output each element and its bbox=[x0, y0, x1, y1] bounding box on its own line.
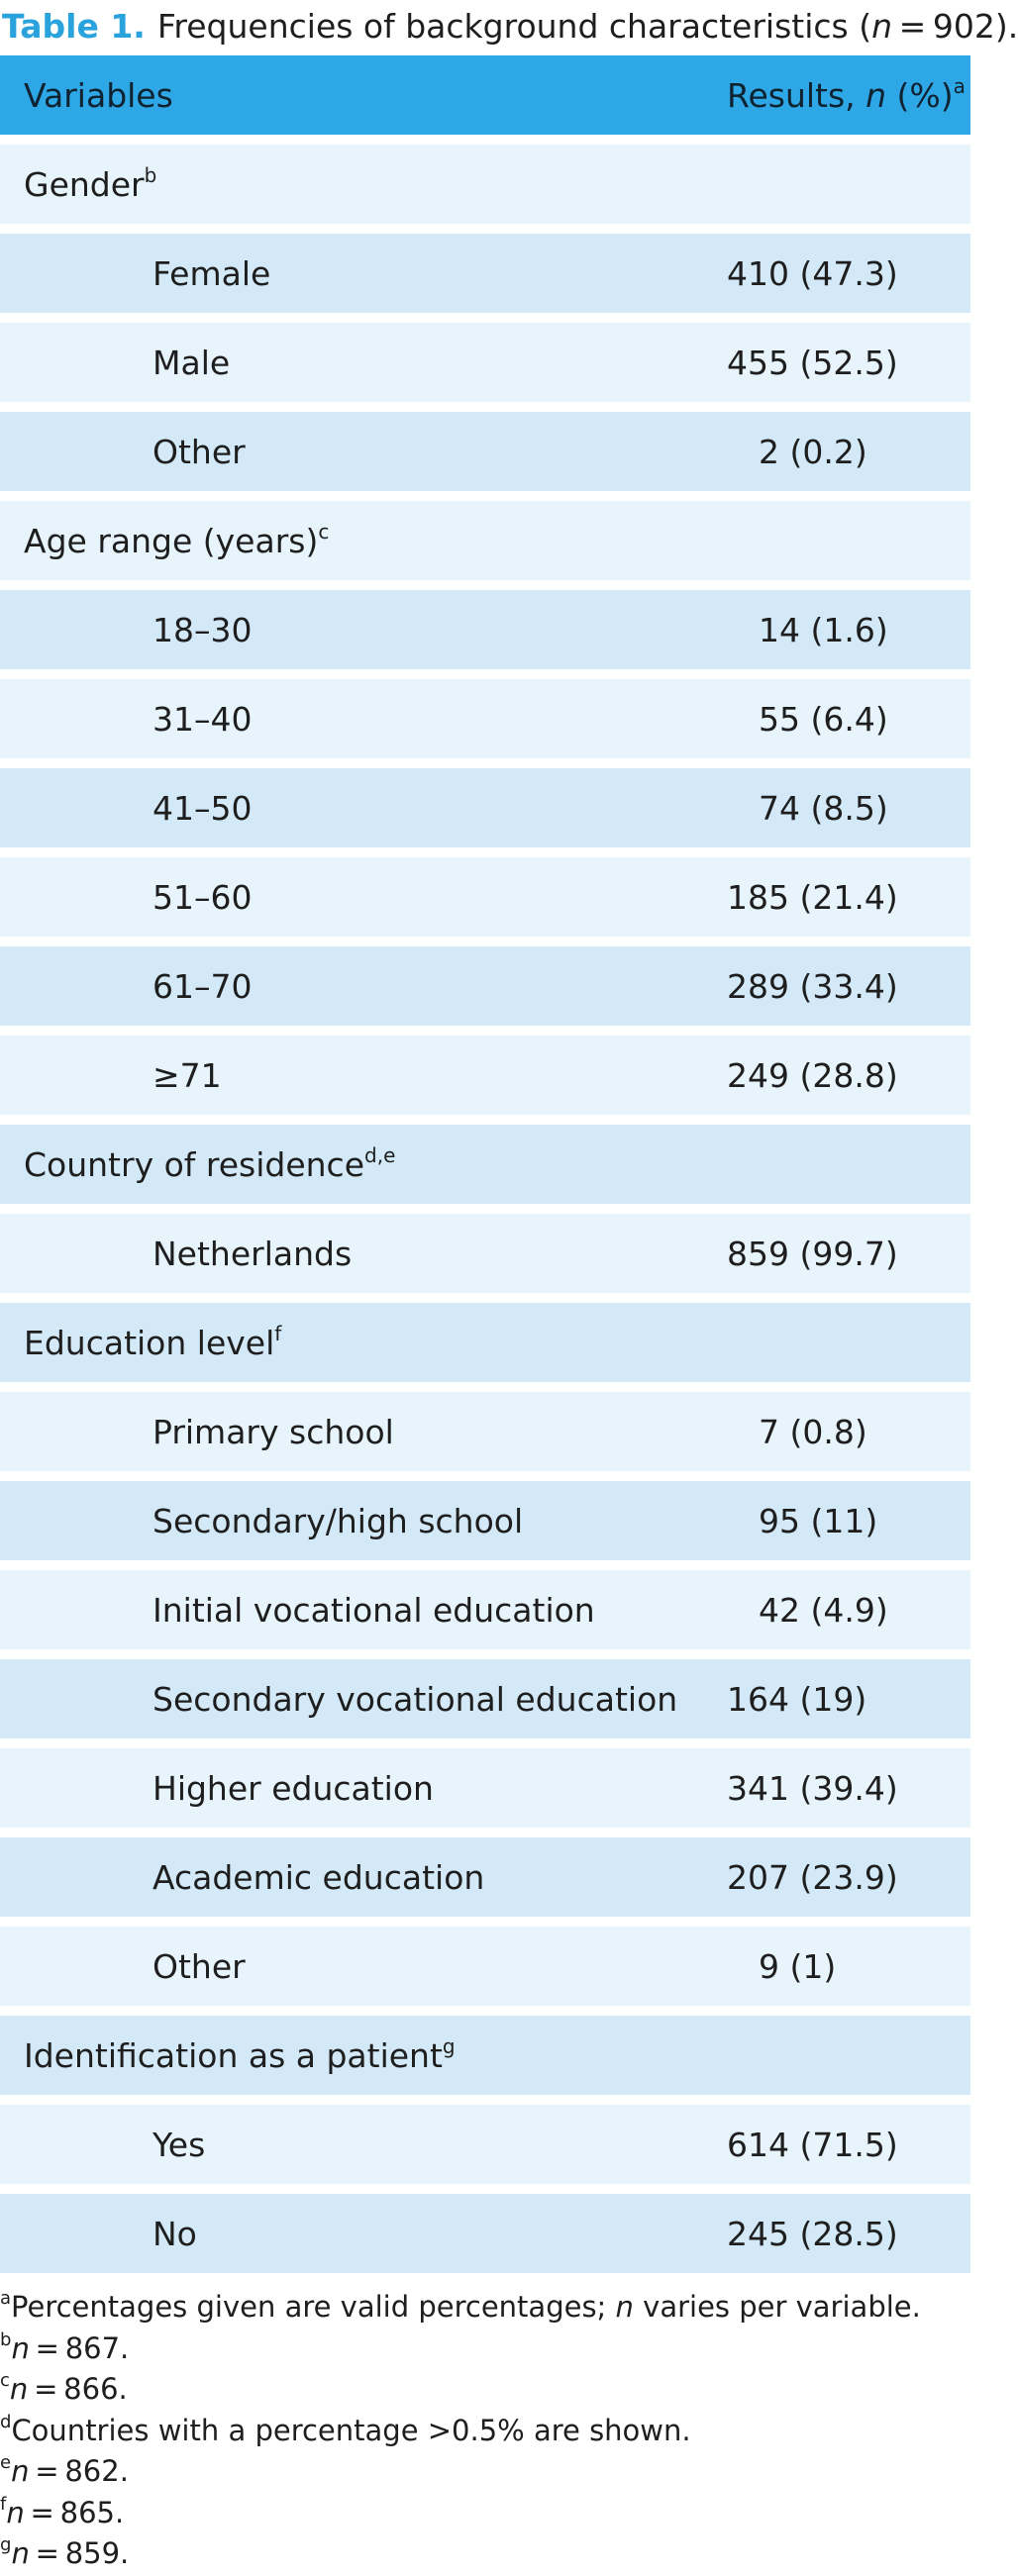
footnote-marker: b bbox=[144, 162, 157, 187]
table-row bbox=[0, 1927, 970, 2006]
result-cell bbox=[727, 1413, 970, 1451]
footnote-marker: f bbox=[0, 2493, 7, 2515]
result-value: 245 (28.5) bbox=[727, 2214, 898, 2253]
table-row bbox=[0, 1481, 970, 1560]
result-cell bbox=[727, 789, 970, 828]
variable-cell bbox=[0, 2215, 727, 2253]
table-row bbox=[0, 2194, 970, 2273]
result-value: 207 (23.9) bbox=[727, 1857, 898, 1897]
result-cell bbox=[727, 2126, 970, 2164]
footnote bbox=[0, 2328, 970, 2370]
variable-cell bbox=[0, 1858, 727, 1897]
variable-cell bbox=[0, 254, 727, 293]
table-row bbox=[0, 590, 970, 669]
result-cell bbox=[727, 1947, 970, 1986]
table-group-row bbox=[0, 501, 970, 580]
variable-label: ≥71 bbox=[153, 1055, 222, 1095]
result-value: 42 (4.9) bbox=[759, 1590, 888, 1630]
header-variables: Variables bbox=[24, 75, 173, 115]
table-row bbox=[0, 1570, 970, 1649]
variable-cell bbox=[0, 519, 727, 560]
variable-cell bbox=[0, 2126, 727, 2164]
variable-label: Other bbox=[153, 432, 246, 471]
result-value: 185 (21.4) bbox=[727, 877, 898, 917]
result-value: 7 (0.8) bbox=[759, 1412, 867, 1451]
table-header-row bbox=[0, 55, 970, 135]
table-group-row bbox=[0, 1125, 970, 1204]
variable-cell bbox=[0, 433, 727, 471]
variable-label: 51–60 bbox=[153, 877, 253, 917]
variable-cell bbox=[0, 611, 727, 649]
table-footnotes bbox=[0, 2287, 970, 2575]
variable-cell bbox=[0, 789, 727, 828]
variable-cell bbox=[0, 1235, 727, 1273]
result-cell bbox=[727, 1680, 970, 1719]
variable-cell bbox=[0, 1142, 727, 1184]
result-cell bbox=[727, 967, 970, 1006]
result-value: 410 (47.3) bbox=[727, 253, 898, 293]
table-row bbox=[0, 323, 970, 402]
footnote-marker: c bbox=[0, 2370, 10, 2391]
variable-label: Country of residence bbox=[24, 1144, 365, 1184]
table-row bbox=[0, 946, 970, 1026]
footnote-text: = 862. bbox=[29, 2454, 129, 2488]
result-value: 164 (19) bbox=[727, 1679, 867, 1719]
footnote-text: = 867. bbox=[29, 2330, 130, 2365]
table-row bbox=[0, 1748, 970, 1828]
footnote-marker: g bbox=[442, 2033, 456, 2058]
footnote-marker: c bbox=[318, 519, 330, 544]
variable-cell bbox=[0, 700, 727, 739]
footnote bbox=[0, 2411, 970, 2452]
table-row bbox=[0, 768, 970, 847]
frequency-table bbox=[0, 55, 970, 2273]
header-results-sup: a bbox=[953, 73, 966, 98]
footnote-n-symbol: n bbox=[9, 2372, 29, 2406]
variable-label: 61–70 bbox=[153, 966, 253, 1006]
variable-label: Higher education bbox=[153, 1768, 434, 1808]
table-group-row bbox=[0, 2016, 970, 2095]
table-row bbox=[0, 1659, 970, 1738]
variable-label: Female bbox=[153, 253, 271, 293]
footnote-text: = 865. bbox=[24, 2495, 125, 2529]
table-caption bbox=[0, 0, 1018, 51]
variable-label: Other bbox=[153, 1946, 246, 1986]
variable-cell bbox=[0, 1680, 727, 1719]
variable-cell bbox=[0, 162, 727, 204]
table-row bbox=[0, 412, 970, 491]
table-row bbox=[0, 857, 970, 937]
variable-cell bbox=[0, 2033, 727, 2075]
variable-cell bbox=[0, 344, 727, 382]
footnote-marker: a bbox=[0, 2288, 12, 2309]
result-value: 249 (28.8) bbox=[727, 1055, 898, 1095]
table-row bbox=[0, 679, 970, 758]
table-row bbox=[0, 1392, 970, 1471]
footnote bbox=[0, 2287, 970, 2328]
variable-label: Initial vocational education bbox=[153, 1590, 595, 1630]
result-value: 55 (6.4) bbox=[759, 699, 888, 739]
variable-label: Academic education bbox=[153, 1857, 485, 1897]
table-row bbox=[0, 1036, 970, 1115]
footnote-marker: b bbox=[0, 2328, 12, 2350]
header-results-suffix: (%) bbox=[886, 75, 954, 115]
variable-label: Age range (years) bbox=[24, 521, 319, 560]
variable-label: Yes bbox=[153, 2125, 206, 2164]
result-cell bbox=[727, 1056, 970, 1095]
result-cell bbox=[727, 254, 970, 293]
footnote-n-symbol: n bbox=[11, 2454, 30, 2488]
caption-text-before: Frequencies of background characteristics ( bbox=[156, 6, 872, 46]
result-cell bbox=[727, 611, 970, 649]
footnote-marker: d,e bbox=[364, 1142, 396, 1167]
table-label: Table 1. bbox=[2, 6, 146, 46]
footnote bbox=[0, 2451, 970, 2493]
table-group-row bbox=[0, 1303, 970, 1382]
variable-label: Secondary/high school bbox=[153, 1501, 524, 1540]
footnote bbox=[0, 2369, 970, 2411]
result-value: 614 (71.5) bbox=[727, 2125, 898, 2164]
result-cell bbox=[727, 1858, 970, 1897]
variable-cell bbox=[0, 878, 727, 917]
footnote-text: = 866. bbox=[28, 2372, 128, 2406]
result-cell bbox=[727, 1502, 970, 1540]
result-cell bbox=[727, 433, 970, 471]
variable-label: 31–40 bbox=[153, 699, 253, 739]
variable-label: Primary school bbox=[153, 1412, 394, 1451]
variable-cell bbox=[0, 1056, 727, 1095]
result-value: 2 (0.2) bbox=[759, 432, 867, 471]
variable-label: No bbox=[153, 2214, 197, 2253]
header-results bbox=[727, 73, 970, 115]
variable-label: Education level bbox=[24, 1323, 275, 1362]
variable-cell bbox=[0, 1591, 727, 1630]
variable-cell bbox=[0, 1947, 727, 1986]
result-cell bbox=[727, 878, 970, 917]
result-value: 74 (8.5) bbox=[759, 788, 888, 828]
variable-cell bbox=[0, 1321, 727, 1362]
footnote-n-symbol: n bbox=[11, 2536, 30, 2570]
caption-text-after: = 902). bbox=[892, 6, 1018, 46]
result-value: 859 (99.7) bbox=[727, 1234, 898, 1273]
result-cell bbox=[727, 700, 970, 739]
footnote-n-symbol: n bbox=[615, 2290, 634, 2324]
result-value: 341 (39.4) bbox=[727, 1768, 898, 1808]
variable-cell bbox=[0, 967, 727, 1006]
footnote bbox=[0, 2493, 970, 2534]
result-cell bbox=[727, 1591, 970, 1630]
table-body bbox=[0, 145, 970, 2273]
variable-cell bbox=[0, 1769, 727, 1808]
table-row bbox=[0, 234, 970, 313]
variable-label: Identification as a patient bbox=[24, 2035, 443, 2075]
footnote-marker: d bbox=[0, 2411, 12, 2432]
footnote-text: Countries with a percentage >0.5% are shown. bbox=[11, 2413, 691, 2447]
footnote-marker: f bbox=[274, 1321, 282, 1345]
footnote-n-symbol: n bbox=[11, 2330, 30, 2365]
result-cell bbox=[727, 1769, 970, 1808]
result-cell bbox=[727, 1235, 970, 1273]
variable-label: Netherlands bbox=[153, 1234, 353, 1273]
variable-cell bbox=[0, 1502, 727, 1540]
variable-label: Secondary vocational education bbox=[153, 1679, 678, 1719]
header-results-prefix: Results, bbox=[727, 75, 866, 115]
footnote bbox=[0, 2533, 970, 2575]
result-cell bbox=[727, 344, 970, 382]
result-value: 14 (1.6) bbox=[759, 610, 888, 649]
result-value: 95 (11) bbox=[759, 1501, 878, 1540]
footnote-n-symbol: n bbox=[6, 2495, 25, 2529]
footnote-text: varies per variable. bbox=[633, 2290, 921, 2324]
variable-label: 18–30 bbox=[153, 610, 253, 649]
table-row bbox=[0, 2105, 970, 2184]
footnote-marker: g bbox=[0, 2534, 12, 2555]
table-group-row bbox=[0, 145, 970, 224]
footnote-marker: e bbox=[0, 2452, 12, 2473]
table-row bbox=[0, 1214, 970, 1293]
table-row bbox=[0, 1837, 970, 1917]
variable-cell bbox=[0, 1413, 727, 1451]
variable-label: Gender bbox=[24, 164, 145, 204]
header-results-n: n bbox=[865, 75, 887, 115]
result-cell bbox=[727, 2215, 970, 2253]
variable-label: Male bbox=[153, 343, 231, 382]
result-value: 455 (52.5) bbox=[727, 343, 898, 382]
caption-n-symbol: n bbox=[871, 6, 893, 46]
footnote-text: Percentages given are valid percentages; bbox=[11, 2290, 616, 2324]
result-value: 9 (1) bbox=[759, 1946, 837, 1986]
footnote-text: = 859. bbox=[29, 2536, 130, 2570]
variable-label: 41–50 bbox=[153, 788, 253, 828]
result-value: 289 (33.4) bbox=[727, 966, 898, 1006]
